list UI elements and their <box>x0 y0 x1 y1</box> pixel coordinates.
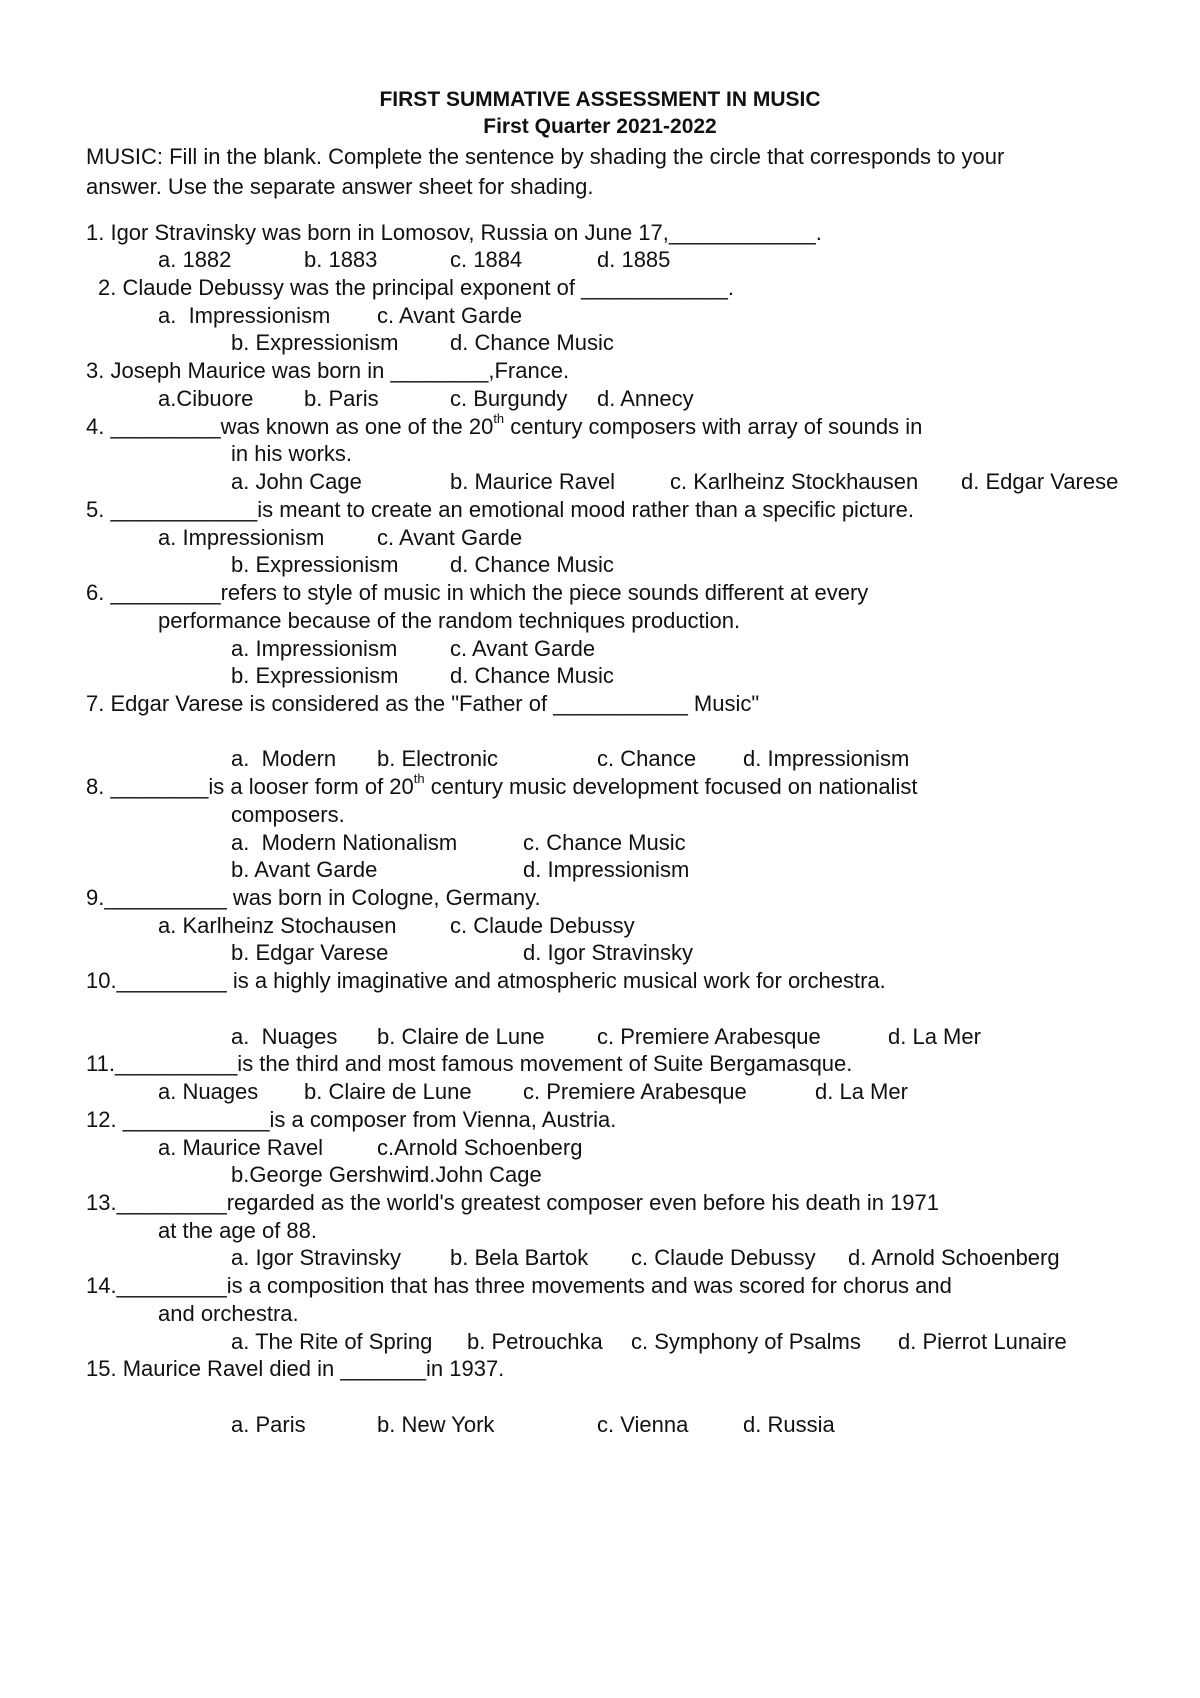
q4-choice-d: d. Edgar Varese <box>961 469 1119 494</box>
q14-choice-d: d. Pierrot Lunaire <box>898 1329 1067 1354</box>
question-13: 13._________regarded as the world's greatest composer even before his death in 1971 <box>86 1190 940 1215</box>
q7-choice-a: a. Modern <box>231 746 337 771</box>
q1-choice-a: a. 1882 <box>158 247 232 272</box>
q13-choice-d: d. Arnold Schoenberg <box>848 1245 1060 1270</box>
question-15: 15. Maurice Ravel died in _______in 1937. <box>86 1356 505 1381</box>
q3-choice-a: a.Cibuore <box>158 386 254 411</box>
q7-choice-d: d. Impressionism <box>743 746 910 771</box>
q2-choice-b: b. Expressionism <box>231 330 399 355</box>
q11-choice-a: a. Nuages <box>158 1079 259 1104</box>
q11-choice-b: b. Claire de Lune <box>304 1079 472 1104</box>
q13-choice-c: c. Claude Debussy <box>631 1245 816 1270</box>
question-7: 7. Edgar Varese is considered as the "Father of ___________ Music" <box>86 691 760 716</box>
question-5: 5. ____________is meant to create an emotional mood rather than a specific picture. <box>86 497 914 522</box>
instructions-line-1: MUSIC: Fill in the blank. Complete the sentence by shading the circle that corresponds to your <box>86 144 1005 169</box>
q5-choice-d: d. Chance Music <box>450 552 614 577</box>
q2-choice-a: a. Impressionism <box>158 303 331 328</box>
q1-choice-b: b. 1883 <box>304 247 378 272</box>
q8-choice-a: a. Modern Nationalism <box>231 830 458 855</box>
q7-choice-b: b. Electronic <box>377 746 499 771</box>
q5-choice-c: c. Avant Garde <box>377 525 523 550</box>
q12-choice-d: d.John Cage <box>417 1162 542 1187</box>
q14-choice-b: b. Petrouchka <box>467 1329 603 1354</box>
q1-choice-c: c. 1884 <box>450 247 523 272</box>
q3-choice-b: b. Paris <box>304 386 379 411</box>
q3-choice-d: d. Annecy <box>597 386 694 411</box>
q4-choice-c: c. Karlheinz Stockhausen <box>670 469 919 494</box>
q10-choice-a: a. Nuages <box>231 1024 338 1049</box>
q3-choice-c: c. Burgundy <box>450 386 568 411</box>
q6-choice-d: d. Chance Music <box>450 663 614 688</box>
question-2: 2. Claude Debussy was the principal exponent of ____________. <box>98 275 735 300</box>
question-6-continued: performance because of the random techniques production. <box>158 608 741 633</box>
question-14: 14._________is a composition that has three movements and was scored for chorus and <box>86 1273 952 1298</box>
q5-choice-a: a. Impressionism <box>158 525 325 550</box>
q6-choice-a: a. Impressionism <box>231 636 398 661</box>
q13-choice-a: a. Igor Stravinsky <box>231 1245 401 1270</box>
q11-choice-d: d. La Mer <box>815 1079 908 1104</box>
question-10: 10._________ is a highly imaginative and atmospheric musical work for orchestra. <box>86 968 886 993</box>
q12-choice-b: b.George Gershwin <box>231 1162 422 1187</box>
q8-choice-b: b. Avant Garde <box>231 857 378 882</box>
q9-choice-b: b. Edgar Varese <box>231 940 389 965</box>
instructions-line-2: answer. Use the separate answer sheet for shading. <box>86 174 594 199</box>
question-8-continued: composers. <box>231 802 345 827</box>
q5-choice-b: b. Expressionism <box>231 552 399 577</box>
q15-choice-d: d. Russia <box>743 1412 835 1437</box>
q6-choice-c: c. Avant Garde <box>450 636 596 661</box>
q10-choice-c: c. Premiere Arabesque <box>597 1024 821 1049</box>
q9-choice-d: d. Igor Stravinsky <box>523 940 693 965</box>
question-1: 1. Igor Stravinsky was born in Lomosov, Russia on June 17,____________. <box>86 220 822 245</box>
q10-choice-b: b. Claire de Lune <box>377 1024 545 1049</box>
q9-choice-a: a. Karlheinz Stochausen <box>158 913 397 938</box>
question-3: 3. Joseph Maurice was born in ________,France. <box>86 358 570 383</box>
question-14-continued: and orchestra. <box>158 1301 299 1326</box>
question-11: 11.__________is the third and most famous movement of Suite Bergamasque. <box>86 1051 853 1076</box>
q15-choice-a: a. Paris <box>231 1412 306 1437</box>
question-13-continued: at the age of 88. <box>158 1218 318 1243</box>
q4-choice-b: b. Maurice Ravel <box>450 469 616 494</box>
q8-choice-d: d. Impressionism <box>523 857 690 882</box>
q11-choice-c: c. Premiere Arabesque <box>523 1079 747 1104</box>
question-4-continued: in his works. <box>231 441 353 466</box>
question-12: 12. ____________is a composer from Vienna, Austria. <box>86 1107 617 1132</box>
q7-choice-c: c. Chance <box>597 746 697 771</box>
q6-choice-b: b. Expressionism <box>231 663 399 688</box>
q14-choice-c: c. Symphony of Psalms <box>631 1329 861 1354</box>
q2-choice-d: d. Chance Music <box>450 330 614 355</box>
q8-choice-c: c. Chance Music <box>523 830 686 855</box>
page-title: FIRST SUMMATIVE ASSESSMENT IN MUSIC <box>379 88 821 111</box>
question-6: 6. _________refers to style of music in which the piece sounds different at every <box>86 580 869 605</box>
q13-choice-b: b. Bela Bartok <box>450 1245 589 1270</box>
question-8: 8. ________is a looser form of 20th century music development focused on nationalist <box>86 770 918 799</box>
q12-choice-c: c.Arnold Schoenberg <box>377 1135 583 1160</box>
page-subtitle: First Quarter 2021-2022 <box>483 115 717 138</box>
q15-choice-c: c. Vienna <box>597 1412 689 1437</box>
q2-choice-c: c. Avant Garde <box>377 303 523 328</box>
q1-choice-d: d. 1885 <box>597 247 671 272</box>
question-4: 4. _________was known as one of the 20th century composers with array of sounds in <box>86 410 923 439</box>
q9-choice-c: c. Claude Debussy <box>450 913 635 938</box>
q4-choice-a: a. John Cage <box>231 469 362 494</box>
question-9: 9.__________ was born in Cologne, Germany. <box>86 885 541 910</box>
q10-choice-d: d. La Mer <box>888 1024 981 1049</box>
q12-choice-a: a. Maurice Ravel <box>158 1135 324 1160</box>
q14-choice-a: a. The Rite of Spring <box>231 1329 433 1354</box>
q15-choice-b: b. New York <box>377 1412 495 1437</box>
